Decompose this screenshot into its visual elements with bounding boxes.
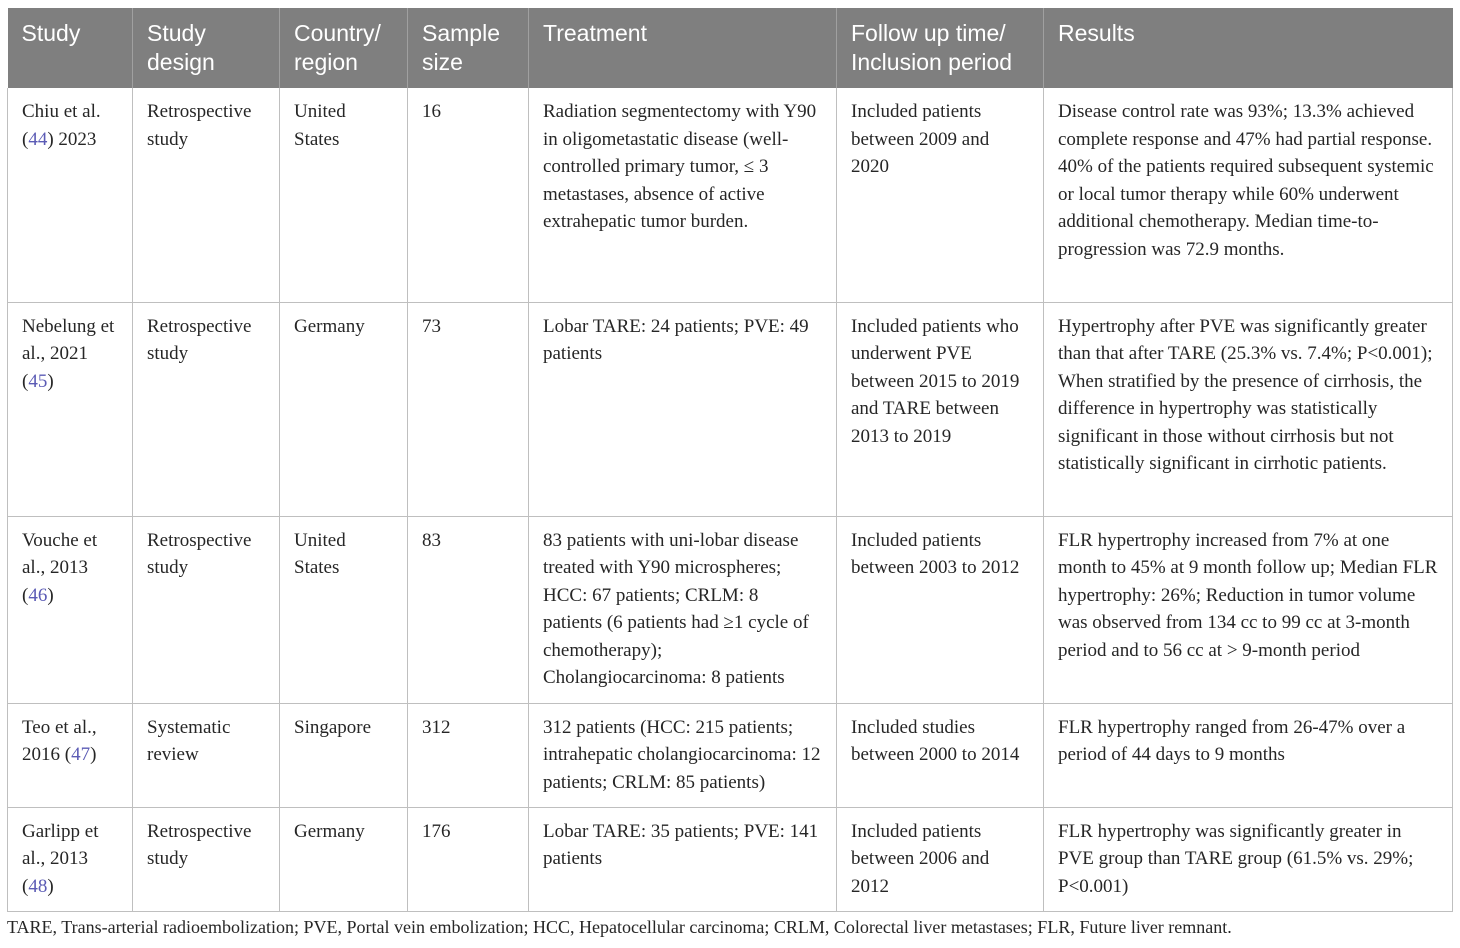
cell-followup: Included patients who underwent PVE between 2015 to 2019 and TARE between 2013 to 2019 [837,302,1044,516]
cell-design: Retrospective study [133,516,280,703]
cell-results: FLR hypertrophy increased from 7% at one month to 45% at 9 month follow up; Median FLR hypertrophy: 26%; Reduction in tumor volume was observed from 134 cc to 99 cc at 3-month period and to 56 cc at > 9-month period [1044,516,1453,703]
table-row [8,703,1453,807]
cell-country: Germany [280,807,408,911]
cell-country: Singapore [280,703,408,807]
cell-treatment: 83 patients with uni-lobar disease treated with Y90 microspheres; HCC: 67 patients; CRLM: 8 patients (6 patients had ≥1 cycle of chemotherapy); Cholangiocarcinoma: 8 patients [529,516,837,703]
cell-treatment: Radiation segmentectomy with Y90 in oligometastatic disease (well-controlled primary tumor, ≤ 3 metastases, absence of active extrahepatic tumor burden. [529,88,837,302]
reference-link[interactable]: 47 [71,744,91,766]
table-row [8,516,1453,703]
cell-results: Disease control rate was 93%; 13.3% achieved complete response and 47% had partial response. 40% of the patients required subsequent systemic or local tumor therapy while 60% underwent additional chemotherapy. Median time-to-progression was 72.9 months. [1044,88,1453,302]
header-results: Results [1044,8,1453,88]
table-row [8,88,1453,302]
cell-study: Nebelung et al., 2021 (45) [8,302,133,516]
cell-sample: 16 [408,88,529,302]
cell-results: FLR hypertrophy ranged from 26-47% over a period of 44 days to 9 months [1044,703,1453,807]
header-treatment: Treatment [529,8,837,88]
cell-sample: 73 [408,302,529,516]
cell-design: Retrospective study [133,88,280,302]
cell-treatment: 312 patients (HCC: 215 patients; intrahepatic cholangiocarcinoma: 12 patients; CRLM: 85 patients) [529,703,837,807]
cell-sample: 176 [408,807,529,911]
cell-sample: 83 [408,516,529,703]
table-row [8,807,1453,911]
cell-country: United States [280,88,408,302]
header-follow-up: Follow up time/ Inclusion period [837,8,1044,88]
cell-followup: Included patients between 2006 and 2012 [837,807,1044,911]
header-study: Study [8,8,133,88]
cell-design: Systematic review [133,703,280,807]
cell-study: Garlipp et al., 2013 (48) [8,807,133,911]
studies-table [7,8,1453,912]
header-study-design: Study design [133,8,280,88]
cell-followup: Included patients between 2009 and 2020 [837,88,1044,302]
cell-sample: 312 [408,703,529,807]
cell-followup: Included studies between 2000 to 2014 [837,703,1044,807]
cell-treatment: Lobar TARE: 24 patients; PVE: 49 patients [529,302,837,516]
cell-study: Vouche et al., 2013 (46) [8,516,133,703]
cell-results: FLR hypertrophy was significantly greater in PVE group than TARE group (61.5% vs. 29%; P<0.001) [1044,807,1453,911]
reference-link[interactable]: 48 [28,875,48,897]
cell-country: Germany [280,302,408,516]
reference-link[interactable]: 46 [28,584,48,606]
cell-results: Hypertrophy after PVE was significantly greater than that after TARE (25.3% vs. 7.4%; P<0.001); When stratified by the presence of cirrhosis, the difference in hypertrophy was statistically significant in those without cirrhosis but not statistically significant in cirrhotic patients. [1044,302,1453,516]
cell-study: Chiu et al. (44) 2023 [8,88,133,302]
header-sample-size: Sample size [408,8,529,88]
table-footnote: TARE, Trans-arterial radioembolization; PVE, Portal vein embolization; HCC, Hepatocellular carcinoma; CRLM, Colorectal liver metastases; FLR, Future liver remnant. [7,917,1232,937]
reference-link[interactable]: 44 [28,128,48,150]
reference-link[interactable]: 45 [28,370,48,392]
cell-design: Retrospective study [133,807,280,911]
cell-design: Retrospective study [133,302,280,516]
table-container [7,8,1452,912]
cell-country: United States [280,516,408,703]
table-row [8,302,1453,516]
header-row [8,8,1453,88]
cell-treatment: Lobar TARE: 35 patients; PVE: 141 patients [529,807,837,911]
header-country: Country/ region [280,8,408,88]
cell-followup: Included patients between 2003 to 2012 [837,516,1044,703]
cell-study: Teo et al., 2016 (47) [8,703,133,807]
